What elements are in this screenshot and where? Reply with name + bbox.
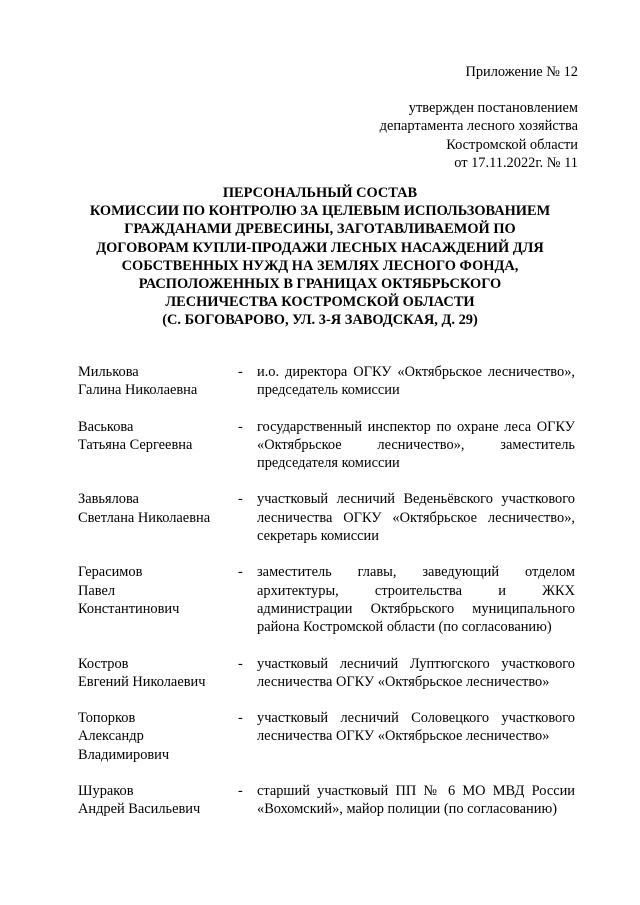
document-title [60,184,580,330]
member-surname: Герасимов [78,564,143,581]
member-row [78,418,578,473]
approval-line: утвержден постановлением [408,100,578,116]
member-patronymic: Владимирович [78,746,170,763]
member-role: государственный инспектор по охране леса ОГКУ «Октябрьское лесничество», заместитель председателя комиссии [257,418,575,472]
title-line: ДОГОВОРАМ КУПЛИ-ПРОДАЖИ ЛЕСНЫХ НАСАЖДЕНИЙ ДЛЯ [96,239,544,256]
member-dash: - [238,564,243,581]
title-line: ЛЕСНИЧЕСТВА КОСТРОМСКОЙ ОБЛАСТИ [165,294,475,311]
approval-line: департамента лесного хозяйства [379,118,578,135]
member-given-name: Александр [78,728,144,745]
member-name [78,782,238,819]
member-row [78,563,578,636]
member-role: заместитель главы, заведующий отделом архитектуры, строительства и ЖКХ администрации Октябрьского муниципального района Костромской области (по согласованию) [257,564,575,636]
member-given-name: Светлана Николаевна [78,509,211,526]
approval-line: Костромской области [446,136,578,153]
title-line: СОБСТВЕННЫХ НУЖД НА ЗЕМЛЯХ ЛЕСНОГО ФОНДА, [121,257,519,274]
member-row [78,709,578,764]
member-name [78,709,238,764]
member-given-name: Евгений Николаевич [78,673,206,690]
title-line: (С. БОГОВАРОВО, УЛ. 3-Я ЗАВОДСКАЯ, Д. 29) [162,312,478,329]
member-role: участковый лесничий Луптюгского участкового лесничества ОГКУ «Октябрьское лесничество» [257,655,575,690]
title-line: РАСПОЛОЖЕННЫХ В ГРАНИЦАХ ОКТЯБРЬСКОГО [138,276,502,293]
member-given-name: Татьяна Сергеевна [78,436,193,453]
member-given-name: Андрей Васильевич [78,801,201,818]
member-given-name: Павел [78,582,116,599]
member-dash: - [238,655,243,672]
member-surname: Завьялова [78,491,139,508]
member-surname: Костров [78,655,129,672]
member-surname: Милькова [78,364,139,380]
member-row [78,655,578,692]
member-dash: - [238,364,243,380]
member-name [78,490,238,527]
member-surname: Топорков [78,710,136,727]
member-role: и.о. директора ОГКУ «Октябрьское лесничество», председатель комиссии [257,364,575,399]
member-row [78,782,578,819]
member-dash: - [238,418,243,435]
member-list [78,363,578,819]
appendix-number: Приложение № 12 [465,64,578,80]
member-name [78,655,238,692]
title-line: КОМИССИИ ПО КОНТРОЛЮ ЗА ЦЕЛЕВЫМ ИСПОЛЬЗОВАНИЕМ [89,203,551,220]
member-row [78,490,578,545]
member-given-name: Галина Николаевна [78,382,198,399]
member-name [78,563,238,618]
member-patronymic: Константинович [78,600,180,617]
member-dash: - [238,710,243,727]
member-row [78,363,578,400]
member-name [78,363,238,400]
member-role: участковый лесничий Соловецкого участкового лесничества ОГКУ «Октябрьское лесничество» [257,710,575,745]
title-line: ГРАЖДАНАМИ ДРЕВЕСИНЫ, ЗАГОТАВЛИВАЕМОЙ ПО [124,221,516,238]
approval-block [380,99,578,172]
member-role: участковый лесничий Веденьёвского участкового лесничества ОГКУ «Октябрьское лесничество», секретарь комиссии [257,491,575,545]
member-dash: - [238,491,243,508]
member-surname: Васькова [78,418,134,435]
member-name [78,418,238,455]
member-role: старший участковый ПП № 6 МО МВД России «Вохомский», майор полиции (по согласованию) [257,783,575,818]
member-dash: - [238,783,243,800]
title-line: ПЕРСОНАЛЬНЫЙ СОСТАВ [222,185,418,201]
member-surname: Шураков [78,783,134,800]
approval-line: от 17.11.2022г. № 11 [454,154,578,171]
